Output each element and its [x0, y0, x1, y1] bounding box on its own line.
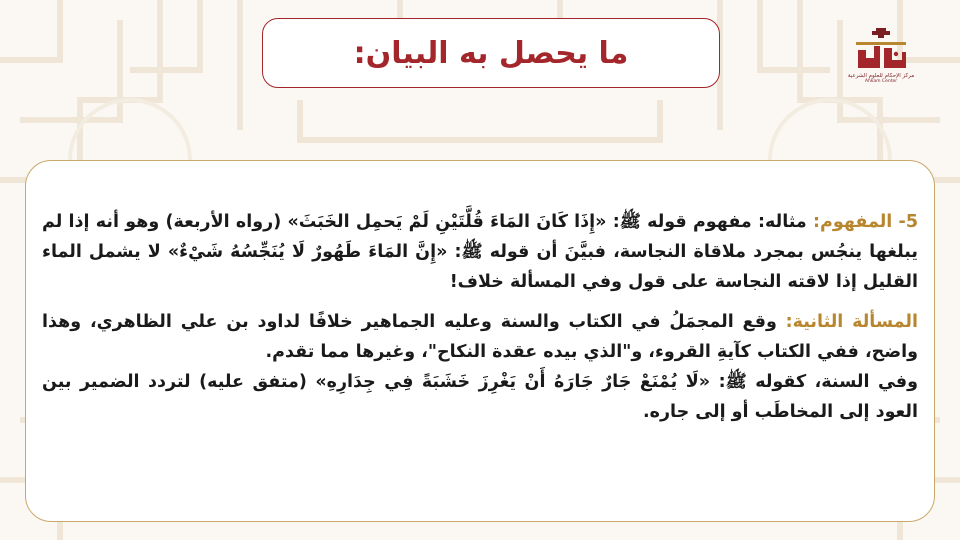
paragraph-mafhoum [42, 207, 918, 297]
paragraph-second-issue [42, 307, 918, 367]
logo-subline: Ahkam Center [864, 79, 898, 84]
mosque-logo-icon [852, 28, 910, 72]
logo-tagline: مركز الإحكام للعلوم الشرعية [847, 73, 915, 79]
section-label-second-issue: المسألة الثانية: [785, 312, 918, 332]
paragraph-second-issue-text: وقع المجمَلُ في الكتاب والسنة وعليه الجماهير خلافًا لداود بن علي الظاهري، وهذا واضح، ففي الكتاب كآيةِ القروء، و"الذي بيده عقدة النكاح"، وغيرها مما تقدم. [42, 312, 918, 362]
paragraph-sunnah-example: وفي السنة، كقوله ﷺ: «لَا يُمْنَعْ جَارٌ جَارَهُ أَنْ يَغْرِزَ خَشَبَةً فِي جِدَارِهِ» (متفق عليه) لتردد الضمير بين العود إلى المخاطَب أو إلى جاره. [42, 372, 918, 422]
slide-title-box [262, 18, 720, 88]
paragraph-mafhoum-text: مثاله: مفهوم قوله ﷺ: «إِذَا كَانَ المَاءَ قُلَّتَيْنِ لَمْ يَحمِل الخَبَثَ» (رواه الأربعة) وهو أنه إذا لم يبلغها ينجُس بمجرد ملاقاة النجاسة، فبيَّنَ أن قوله ﷺ: «إِنَّ المَاءَ طَهُورٌ لَا يُنَجِّسُهُ شَيْءٌ» لا يشمل الماء القليل إذا لاقته النجاسة على قول وفي المسألة خلاف! [42, 212, 918, 292]
section-label-mafhoum: 5- المفهوم: [813, 212, 918, 232]
content-box [25, 160, 935, 522]
brand-logo [847, 28, 915, 90]
slide-title: ما يحصل به البيان: [353, 35, 629, 71]
